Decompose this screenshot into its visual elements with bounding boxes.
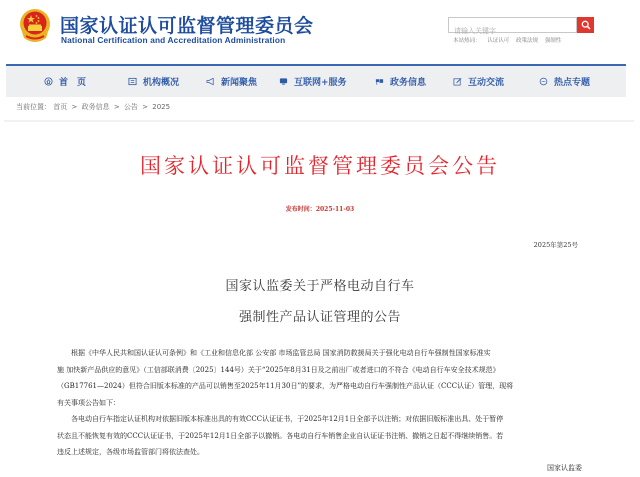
nav-item-gov-info[interactable] xyxy=(375,75,426,88)
nav-label: 热点专题 xyxy=(554,78,591,88)
national-emblem-icon[interactable] xyxy=(18,8,52,44)
breadcrumb xyxy=(16,102,170,112)
announcement-title-line1: 国家认监委关于严格电动自行车 xyxy=(225,279,415,294)
publish-label: 发布时间： xyxy=(285,206,316,213)
signature: 国家认监委 xyxy=(547,464,582,472)
nav-item-home[interactable] xyxy=(44,75,86,88)
paragraph-line: （GB17761—2024）但符合旧版本标准的产品可以销售至2025年11月30日”的要求，为严格电动自行车强制性产品认证（CCC认证）管理，现将 xyxy=(57,382,514,390)
megaphone-icon xyxy=(206,77,215,86)
document-title: 国家认证认可监督管理委员会公告 xyxy=(140,154,500,178)
document-number: 2025年第25号 xyxy=(533,241,578,249)
monitor-icon xyxy=(279,77,288,86)
announcement-title-line2: 强制性产品认证管理的公告 xyxy=(238,310,401,325)
nav-item-news[interactable] xyxy=(206,75,257,88)
paragraph-line: 根据《中华人民共和国认证认可条例》和《工业和信息化部 公安部 市场监管总局 国家消防救援局关于强化电动自行车强制性国家标准实 xyxy=(71,349,491,357)
paragraph-line: 施 加快新产品供应的意见》（工信部联消费〔2025〕144号）关于“2025年8月31日及之前出厂或者进口的不符合《电动自行车安全技术规范》 xyxy=(57,365,500,374)
edit-icon xyxy=(453,77,462,86)
search-button[interactable] xyxy=(577,17,594,33)
hot-word-link[interactable]: 政策法规 xyxy=(516,38,539,44)
breadcrumb-label: 当前位置： xyxy=(16,103,51,111)
nav-item-topics[interactable] xyxy=(539,75,590,88)
search-icon xyxy=(581,20,591,30)
paragraph-line: 违反上述规定，各级市场监管部门将依法查处。 xyxy=(57,448,204,456)
chat-icon xyxy=(539,77,548,86)
home-icon xyxy=(44,77,53,86)
nav-label: 互动交流 xyxy=(468,78,505,88)
breadcrumb-separator: > xyxy=(113,103,120,111)
site-title-en: National Certification and Accreditation Administration xyxy=(61,35,286,45)
nav-item-services[interactable] xyxy=(279,75,347,88)
nav-label: 首 页 xyxy=(59,78,87,88)
paragraph-line: 状态且不能恢复有效的CCC认证证书，于2025年12月1日全部予以撤销。各电动自行车销售企业自认证证书注销、撤销之日起不得继续销售。若 xyxy=(57,431,504,440)
hot-word-link[interactable]: 认证认可 xyxy=(487,38,510,44)
breadcrumb-separator: > xyxy=(71,103,78,111)
nav-item-interaction[interactable] xyxy=(453,75,504,88)
paragraph-2 xyxy=(57,411,583,461)
paragraph-1 xyxy=(57,345,583,411)
content-divider xyxy=(4,120,634,122)
breadcrumb-year[interactable]: 2025 xyxy=(152,103,171,111)
hot-word-link[interactable]: 强制性 xyxy=(544,38,562,44)
breadcrumb-home[interactable]: 首页 xyxy=(53,103,68,111)
nav-label: 机构概况 xyxy=(143,78,180,88)
publish-time xyxy=(0,204,640,213)
search-box xyxy=(448,17,577,33)
list-icon xyxy=(128,77,137,86)
paragraph-line: 有关事项公告如下： xyxy=(57,398,120,407)
nav-label: 新闻聚焦 xyxy=(221,78,258,88)
breadcrumb-separator: > xyxy=(142,103,149,111)
main-nav xyxy=(6,64,626,97)
flag-icon xyxy=(375,77,384,86)
paragraph-line: 各电动自行车指定认证机构对依据旧版本标准出具的有效CCC认证证书，于2025年12月1日全部予以注销；对依据旧版标准出具、处于暂停 xyxy=(71,415,504,423)
nav-label: 政务信息 xyxy=(390,78,427,88)
nav-item-about[interactable] xyxy=(128,75,179,88)
breadcrumb-gov-info[interactable]: 政务信息 xyxy=(81,103,110,111)
site-title-cn[interactable]: 国家认证认可监督管理委员会 xyxy=(60,15,314,37)
hot-words-label: 本站热词： xyxy=(453,38,481,44)
breadcrumb-announcements[interactable]: 公告 xyxy=(123,103,138,111)
publish-date: 2025-11-03 xyxy=(315,206,355,213)
nav-label: 互联网+服务 xyxy=(294,78,347,88)
hot-words xyxy=(453,36,566,44)
